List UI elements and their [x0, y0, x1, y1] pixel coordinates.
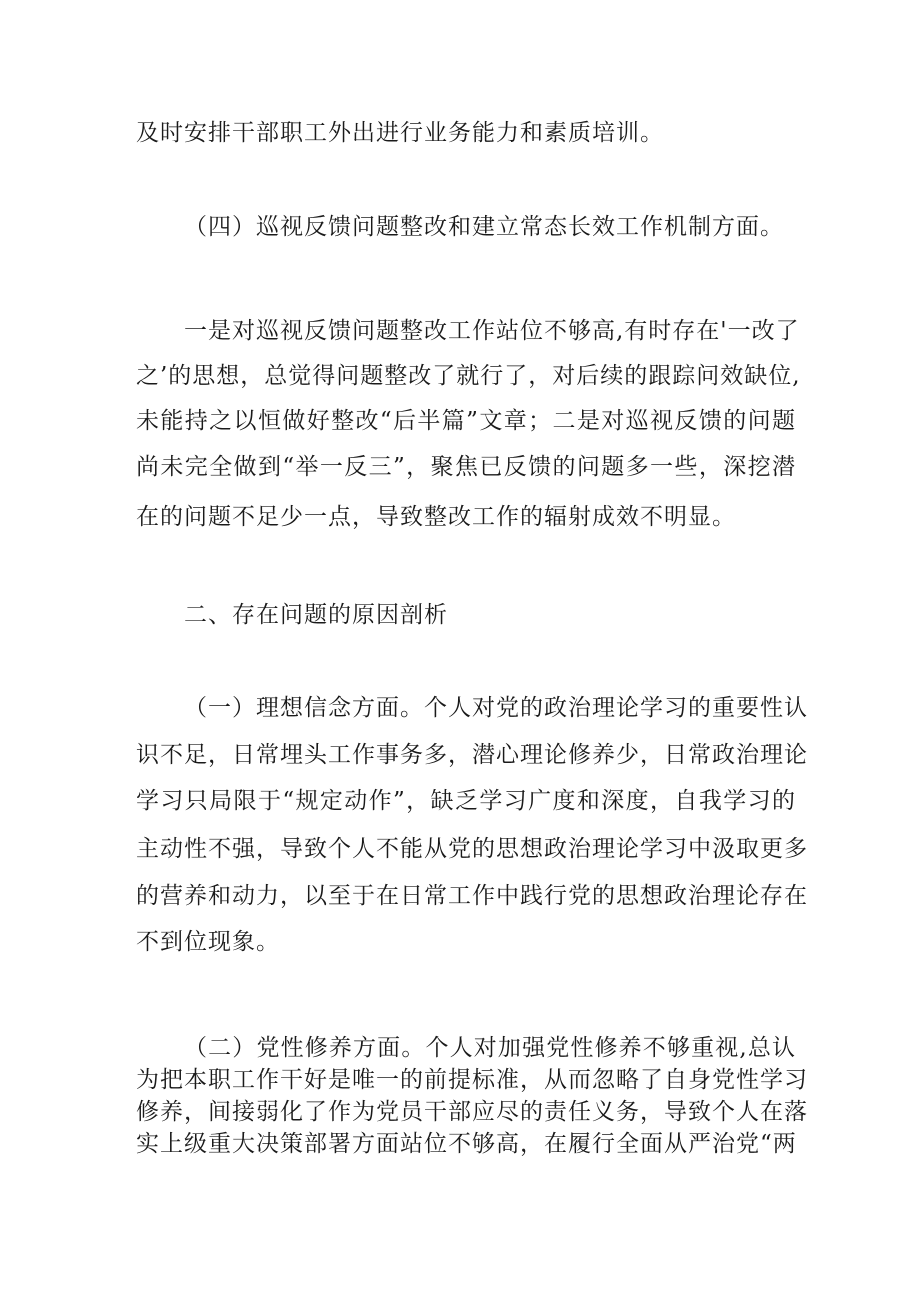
text-line: 不到位现象。 — [136, 929, 280, 955]
text-line: 未能持之以恒做好整改“后半篇”文章；二是对巡视反馈的问题 — [136, 408, 796, 434]
text-line: 在的问题不足少一点，导致整改工作的辐射成效不明显。 — [136, 504, 736, 530]
text-line: 一是对巡视反馈问题整改工作站位不够高,有时存在'一改了 — [184, 318, 800, 344]
text-line: 之’的思想，总觉得问题整改了就行了，对后续的跟踪问效缺位, — [136, 363, 801, 389]
section-title: 二、存在问题的原因剖析 — [184, 602, 448, 628]
text-line: 修养，间接弱化了作为党员干部应尽的责任义务，导致个人在落 — [136, 1099, 808, 1125]
text-line: 学习只局限于“规定动作”，缺乏学习广度和深度，自我学习的 — [136, 788, 796, 814]
text-line: 主动性不强，导致个人不能从党的思想政治理论学习中汲取更多 — [136, 836, 808, 862]
text-line: 为把本职工作干好是唯一的前提标准，从而忽略了自身党性学习 — [136, 1067, 808, 1093]
text-line: 及时安排干部职工外出进行业务能力和素质培训。 — [136, 120, 664, 146]
text-line: （一）理想信念方面。个人对党的政治理论学习的重要性认 — [184, 695, 808, 721]
text-line: 识不足，日常埋头工作事务多，潜心理论修养少，日常政治理论 — [136, 742, 808, 768]
section-heading: （四）巡视反馈问题整改和建立常态长效工作机制方面。 — [184, 214, 784, 240]
text-line: 尚未完全做到“举一反三”，聚焦已反馈的问题多一些，深挖潜 — [136, 454, 796, 480]
text-line: 的营养和动力，以至于在日常工作中践行党的思想政治理论存在 — [136, 883, 808, 909]
text-line: 实上级重大决策部署方面站位不够高，在履行全面从严治党“两 — [136, 1131, 797, 1157]
text-line: （二）党性修养方面。个人对加强党性修养不够重视,总认 — [184, 1035, 796, 1061]
